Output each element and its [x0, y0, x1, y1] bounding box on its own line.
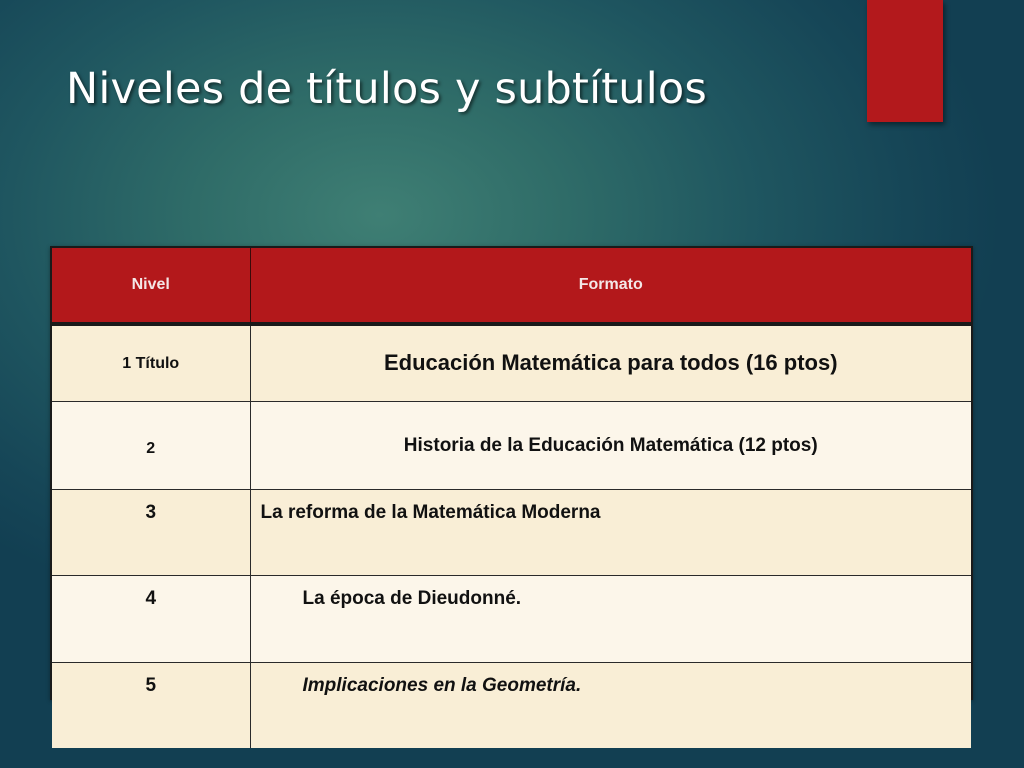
levels-table — [50, 246, 973, 700]
table-row — [52, 402, 971, 490]
format-cell: Educación Matemática para todos (16 ptos) — [250, 324, 971, 402]
accent-bar — [867, 0, 943, 122]
level-cell: 3 — [52, 490, 250, 576]
header-format: Formato — [250, 248, 971, 324]
level-cell: 2 — [52, 402, 250, 490]
level-cell: 5 — [52, 663, 250, 749]
table-row — [52, 490, 971, 576]
level-cell: 4 — [52, 576, 250, 663]
format-cell: Implicaciones en la Geometría. — [250, 663, 971, 749]
table-row — [52, 576, 971, 663]
format-cell: La reforma de la Matemática Moderna — [250, 490, 971, 576]
format-cell: La época de Dieudonné. — [250, 576, 971, 663]
levels-table-grid — [52, 248, 971, 748]
table-header-row — [52, 248, 971, 324]
header-level: Nivel — [52, 248, 250, 324]
level-cell: 1 Título — [52, 324, 250, 402]
slide-title: Niveles de títulos y subtítulos — [66, 64, 707, 114]
table-row — [52, 324, 971, 402]
table-row — [52, 663, 971, 749]
format-cell: Historia de la Educación Matemática (12 ptos) — [250, 402, 971, 490]
